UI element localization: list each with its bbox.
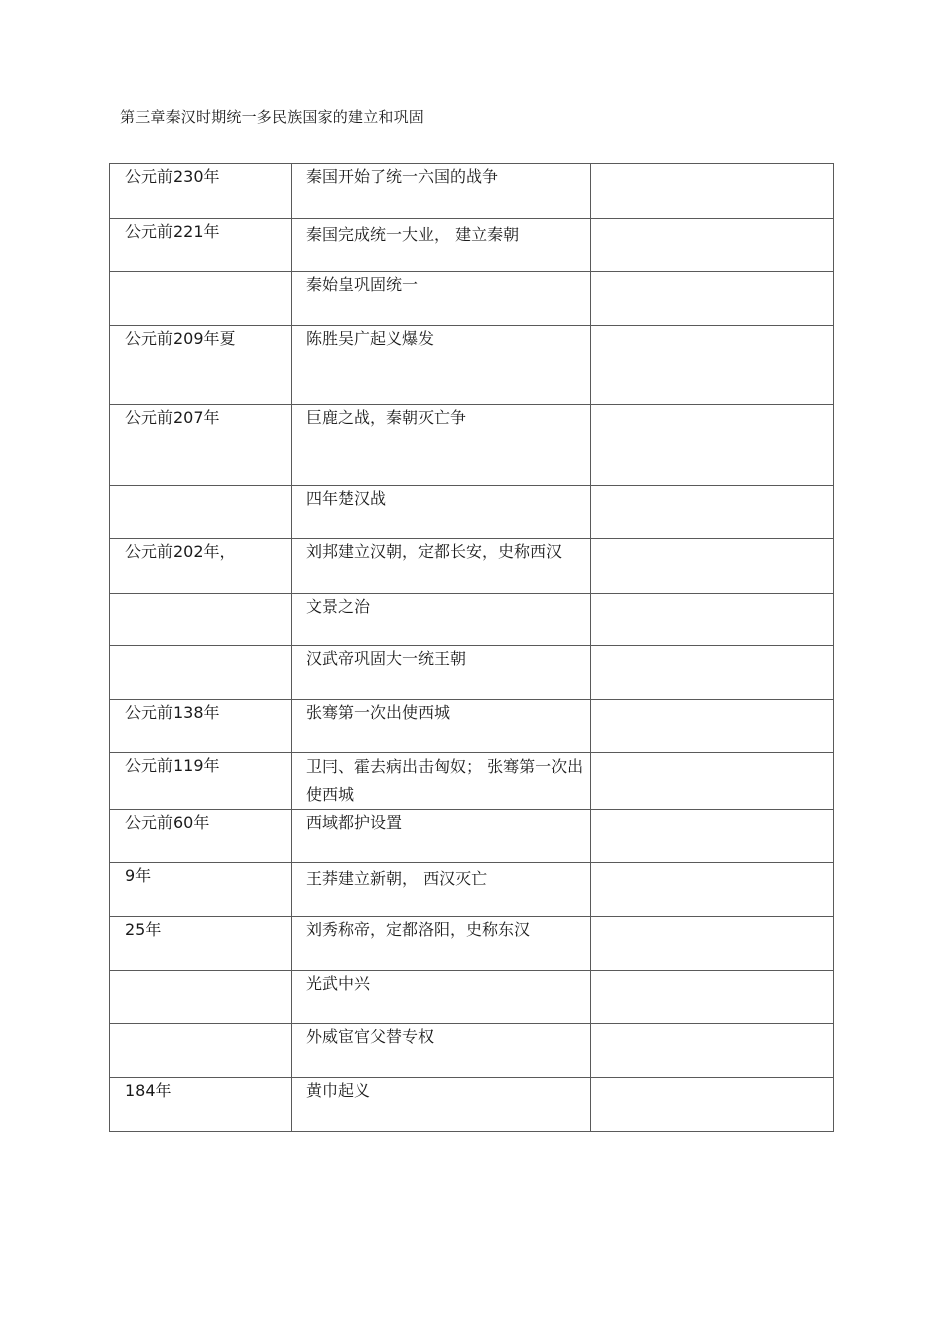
event-cell — [292, 700, 591, 753]
table-row — [110, 753, 834, 810]
date-cell — [110, 753, 292, 810]
table-row — [110, 863, 834, 917]
note-cell — [591, 646, 834, 700]
event-cell — [292, 971, 591, 1024]
date-cell — [110, 326, 292, 405]
date-text: 25年 — [125, 920, 162, 939]
note-cell — [591, 164, 834, 219]
note-cell — [591, 810, 834, 863]
date-text: 184年 — [125, 1081, 172, 1100]
event-text: 黄巾起义 — [306, 1081, 371, 1100]
event-text: 西域都护设置 — [306, 813, 403, 832]
date-text — [110, 486, 291, 488]
note-cell — [591, 971, 834, 1024]
event-cell — [292, 272, 591, 326]
table-row — [110, 646, 834, 700]
table-row — [110, 326, 834, 405]
date-text: 9年 — [125, 866, 152, 885]
event-text: 四年楚汉战 — [306, 489, 387, 508]
event-text: 秦国完成统一大业， 建立秦朝 — [306, 225, 520, 244]
event-cell — [292, 326, 591, 405]
note-cell — [591, 219, 834, 272]
event-cell — [292, 594, 591, 646]
date-cell — [110, 486, 292, 539]
note-cell — [591, 863, 834, 917]
event-text: 巨鹿之战，秦朝灭亡争 — [306, 408, 467, 427]
event-cell — [292, 646, 591, 700]
note-cell — [591, 753, 834, 810]
event-cell — [292, 863, 591, 917]
event-cell — [292, 810, 591, 863]
event-text: 卫冃、霍去病出击匈奴； 张骞第一次出使西城 — [306, 757, 584, 804]
event-text: 汉武帝巩固大一统王朝 — [306, 649, 467, 668]
table-row — [110, 917, 834, 971]
table-row — [110, 539, 834, 594]
table-row — [110, 700, 834, 753]
date-text: 公元前202年， — [125, 542, 236, 561]
event-text: 王莽建立新朝， 西汉灭亡 — [306, 869, 488, 888]
date-cell — [110, 1024, 292, 1078]
event-cell — [292, 539, 591, 594]
date-text — [110, 594, 291, 596]
date-cell — [110, 219, 292, 272]
date-cell — [110, 810, 292, 863]
date-text — [110, 1024, 291, 1026]
note-cell — [591, 700, 834, 753]
date-cell — [110, 700, 292, 753]
table-row — [110, 272, 834, 326]
event-cell — [292, 486, 591, 539]
event-cell — [292, 753, 591, 810]
document-title: 第三章秦汉时期统一多民族国家的建立和巩固 — [120, 108, 425, 126]
note-cell — [591, 1024, 834, 1078]
date-text: 公元前138年 — [125, 703, 220, 722]
date-text: 公元前230年 — [125, 167, 220, 186]
date-cell — [110, 646, 292, 700]
date-text: 公元前60年 — [125, 813, 210, 832]
table-row — [110, 1078, 834, 1132]
date-cell — [110, 971, 292, 1024]
note-cell — [591, 1078, 834, 1132]
note-cell — [591, 917, 834, 971]
date-cell — [110, 917, 292, 971]
table-row — [110, 164, 834, 219]
event-text: 光武中兴 — [306, 974, 371, 993]
table-row — [110, 1024, 834, 1078]
date-cell — [110, 272, 292, 326]
date-cell — [110, 1078, 292, 1132]
event-text: 文景之治 — [306, 597, 371, 616]
table-row — [110, 486, 834, 539]
date-text: 公元前221年 — [125, 222, 220, 241]
note-cell — [591, 405, 834, 486]
event-text: 张骞第一次出使西城 — [306, 703, 451, 722]
date-text: 公元前209年夏 — [125, 329, 236, 348]
note-cell — [591, 326, 834, 405]
date-cell — [110, 539, 292, 594]
table-row — [110, 971, 834, 1024]
event-text: 外威宦官父替专权 — [306, 1027, 435, 1046]
date-text: 公元前207年 — [125, 408, 220, 427]
date-text — [110, 272, 291, 274]
event-text: 秦始皇巩固统一 — [306, 275, 419, 294]
event-text: 秦国开始了统一六国的战争 — [306, 167, 499, 186]
date-text — [110, 971, 291, 973]
date-cell — [110, 405, 292, 486]
date-cell — [110, 594, 292, 646]
table-row — [110, 405, 834, 486]
event-cell — [292, 219, 591, 272]
event-text: 刘秀称帝，定都洛阳，史称东汉 — [306, 920, 531, 939]
event-cell — [292, 405, 591, 486]
date-text: 公元前119年 — [125, 756, 220, 775]
event-cell — [292, 917, 591, 971]
note-cell — [591, 539, 834, 594]
timeline-table — [109, 163, 834, 1132]
event-cell — [292, 1024, 591, 1078]
event-cell — [292, 164, 591, 219]
note-cell — [591, 486, 834, 539]
event-text: 陈胜吴广起义爆发 — [306, 329, 435, 348]
event-text: 刘邦建立汉朝，定都长安，史称西汉 — [306, 542, 563, 561]
date-text — [110, 646, 291, 648]
note-cell — [591, 272, 834, 326]
event-cell — [292, 1078, 591, 1132]
table-row — [110, 219, 834, 272]
date-cell — [110, 164, 292, 219]
note-cell — [591, 594, 834, 646]
date-cell — [110, 863, 292, 917]
table-row — [110, 810, 834, 863]
table-row — [110, 594, 834, 646]
